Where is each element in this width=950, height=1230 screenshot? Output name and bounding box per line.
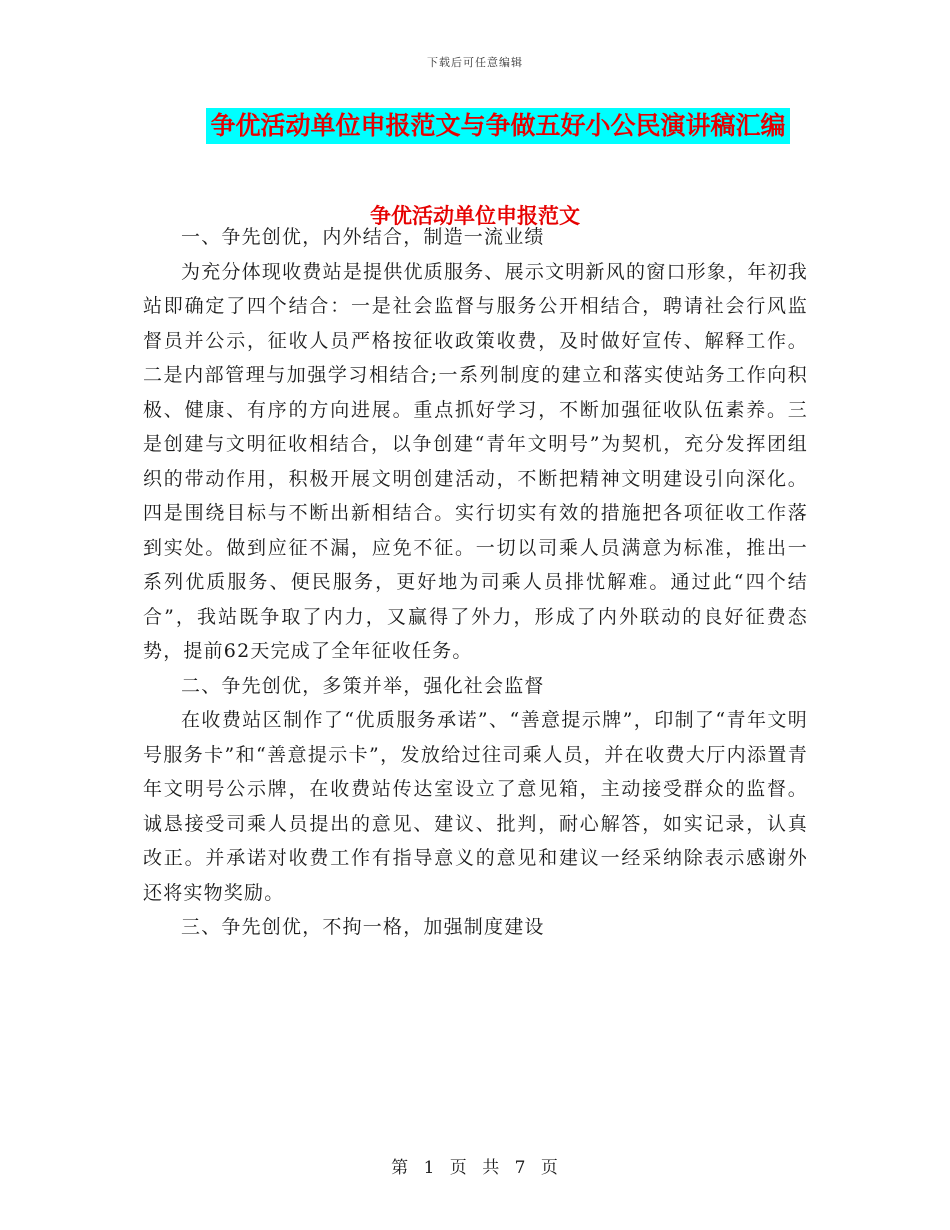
body-paragraph-2: 在收费站区制作了“优质服务承诺”、“善意提示牌”，印制了“青年文明号服务卡”和“善意提示卡”，发放给过往司乘人员，并在收费大厅内添置青年文明号公示牌，在收费站传达室设立了意见箱，主动接受群众的监督。诚恳接受司乘人员提出的意见、建议、批判，耐心解答，如实记录，认真改正。并承诺对收费工作有指导意义的意见和建议一经采纳除表示感谢外还将实物奖励。 bbox=[143, 709, 808, 904]
section-heading-2: 二、争先创优，多策并举，强化社会监督 bbox=[181, 674, 545, 697]
footer-mid1: 页 bbox=[449, 1158, 468, 1178]
doc-title: 争优活动单位申报范文与争做五好小公民演讲稿汇编 bbox=[206, 108, 789, 144]
doc-title-wrap bbox=[0, 108, 950, 144]
footer-suffix: 页 bbox=[540, 1158, 559, 1178]
section-heading-1: 一、争先创优，内外结合，制造一流业绩 bbox=[181, 226, 545, 248]
page-footer bbox=[0, 1153, 950, 1178]
footer-mid2: 共 bbox=[482, 1158, 501, 1178]
header-note: 下载后可任意编辑 bbox=[427, 56, 523, 69]
footer-prefix: 第 bbox=[391, 1158, 410, 1178]
document-body bbox=[143, 220, 808, 945]
footer-page-number: 1 bbox=[423, 1158, 436, 1178]
section-heading-3: 三、争先创优，不拘一格，加强制度建设 bbox=[181, 916, 545, 938]
body-paragraph-1: 为充分体现收费站是提供优质服务、展示文明新风的窗口形象，年初我站即确定了四个结合：一是社会监督与服务公开相结合，聘请社会行风监督员并公示，征收人员严格按征收政策收费，及时做好宣传、解释工作。二是内部管理与加强学习相结合;一系列制度的建立和落实使站务工作向积极、健康、有序的方向进展。重点抓好学习，不断加强征收队伍素养。三是创建与文明征收相结合，以争创建“青年文明号”为契机，充分发挥团组织的带动作用，积极开展文明创建活动，不断把精神文明建设引向深化。四是围绕目标与不断出新相结合。实行切实有效的措施把各项征收工作落到实处。做到应征不漏，应免不征。一切以司乘人员满意为标准，推出一系列优质服务、便民服务，更好地为司乘人员排忧解难。通过此“四个结合”，我站既争取了内力，又赢得了外力，形成了内外联动的良好征费态势，提前62天完成了全年征收任务。 bbox=[143, 260, 808, 662]
footer-total-pages: 7 bbox=[514, 1158, 527, 1178]
section-title: 争优活动单位申报范文 bbox=[370, 203, 580, 228]
